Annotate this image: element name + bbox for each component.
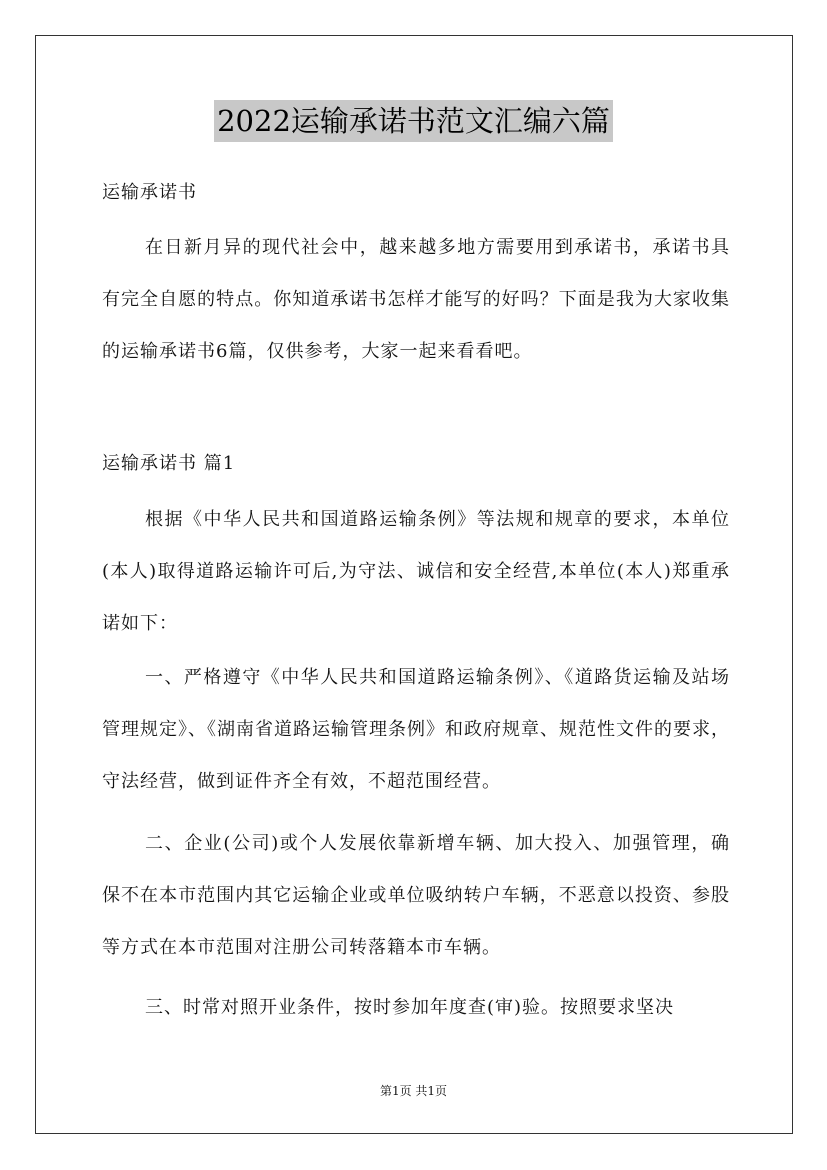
document-title: 2022运输承诺书范文汇编六篇 <box>214 100 613 142</box>
section1-heading: 运输承诺书 篇1 <box>102 453 236 474</box>
title-wrap <box>0 100 827 142</box>
body-paragraph-3: 二、企业(公司)或个人发展依靠新增车辆、加大投入、加强管理，确保不在本市范围内其它运输企业或单位吸纳转户车辆，不恶意以投资、参股等方式在本市范围对注册公司转落籍本市车辆。 <box>102 833 730 958</box>
page-number: 第1页 共1页 <box>379 1084 448 1098</box>
page-footer <box>0 1082 827 1099</box>
body-paragraph-4: 三、时常对照开业条件，按时参加年度查(审)验。按照要求坚决 <box>145 997 675 1018</box>
body-paragraph-2: 一、严格遵守《中华人民共和国道路运输条例》、《道路货运输及站场管理规定》、《湖南省道路运输管理条例》和政府规章、规范性文件的要求，守法经营，做到证件齐全有效，不超范围经营。 <box>102 667 730 792</box>
body-paragraph-1: 根据《中华人民共和国道路运输条例》等法规和规章的要求，本单位(本人)取得道路运输许可后,为守法、诚信和安全经营,本单位(本人)郑重承诺如下： <box>102 509 730 634</box>
intro-paragraph: 在日新月异的现代社会中，越来越多地方需要用到承诺书，承诺书具有完全自愿的特点。你知道承诺书怎样才能写的好吗？下面是我为大家收集的运输承诺书6篇，仅供参考，大家一起来看看吧。 <box>102 237 730 362</box>
intro-heading: 运输承诺书 <box>102 182 197 203</box>
